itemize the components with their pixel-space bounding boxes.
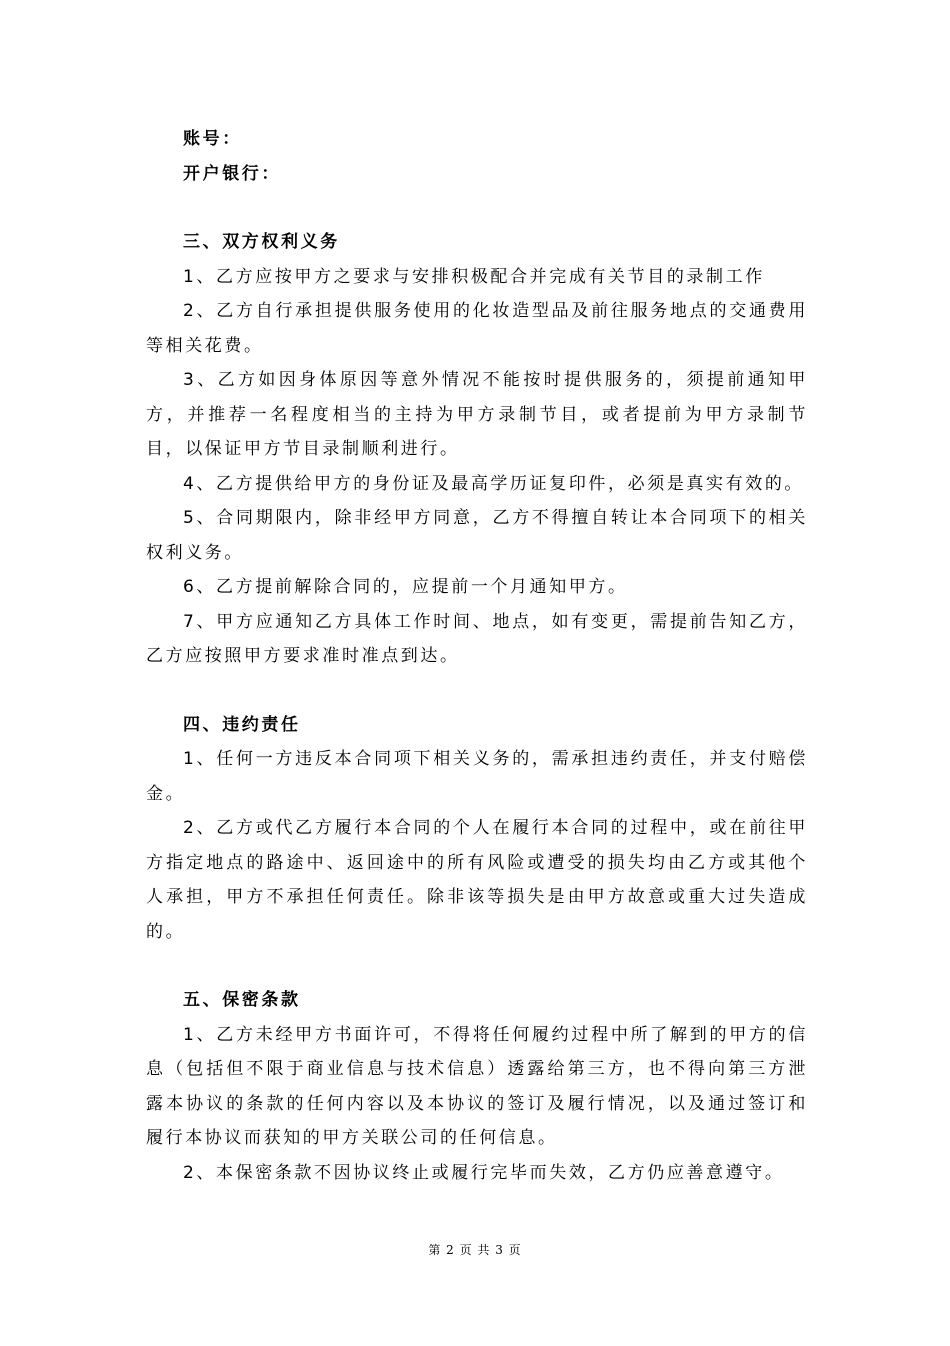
section-4-item-2: 2、乙方或代乙方履行本合同的个人在履行本合同的过程中，或在前往甲方指定地点的路途中、返回途中的所有风险或遭受的损失均由乙方或其他个人承担，甲方不承担任何责任。除非该等损失是由甲方故意或重大过失造成的。 bbox=[146, 818, 808, 942]
section-3-item-6: 6、乙方提前解除合同的，应提前一个月通知甲方。 bbox=[183, 577, 628, 597]
section-3-item-2: 2、乙方自行承担提供服务使用的化妆造型品及前往服务地点的交通费用等相关花费。 bbox=[146, 301, 808, 356]
section-5-title: 五、保密条款 bbox=[183, 990, 301, 1010]
section-3-item-4: 4、乙方提供给甲方的身份证及最高学历证复印件，必须是真实有效的。 bbox=[183, 473, 805, 494]
section-5-item-2: 2、本保密条款不因协议终止或履行完毕而失效，乙方仍应善意遵守。 bbox=[183, 1162, 785, 1183]
section-3-item-7: 7、甲方应通知乙方具体工作时间、地点，如有变更，需提前告知乙方，乙方应按照甲方要求准时准点到达。 bbox=[146, 611, 808, 666]
section-3-title: 三、双方权利义务 bbox=[183, 232, 340, 252]
page-number-footer: 第 2 页 共 3 页 bbox=[428, 1243, 522, 1257]
section-5-item-1: 1、乙方未经甲方书面许可，不得将任何履约过程中所了解到的甲方的信息（包括但不限于商业信息与技术信息）透露给第三方，也不得向第三方泄露本协议的条款的任何内容以及本协议的签订及履行情况，以及通过签订和履行本协议而获知的甲方关联公司的任何信息。 bbox=[146, 1024, 808, 1148]
section-4-title: 四、违约责任 bbox=[183, 714, 301, 735]
section-4-item-1: 1、任何一方违反本合同项下相关义务的，需承担违约责任，并支付赔偿金。 bbox=[146, 749, 808, 804]
section-3-item-3: 3、乙方如因身体原因等意外情况不能按时提供服务的，须提前通知甲方，并推荐一名程度相当的主持为甲方录制节目，或者提前为甲方录制节目，以保证甲方节目录制顺利进行。 bbox=[146, 370, 808, 459]
section-3-item-5: 5、合同期限内，除非经甲方同意，乙方不得擅自转让本合同项下的相关权利义务。 bbox=[146, 508, 808, 563]
document-body bbox=[146, 122, 808, 1190]
account-number-label: 账号： bbox=[183, 129, 242, 149]
bank-label: 开户银行： bbox=[183, 163, 281, 184]
section-3-item-1: 1、乙方应按甲方之要求与安排积极配合并完成有关节目的录制工作 bbox=[183, 266, 765, 287]
